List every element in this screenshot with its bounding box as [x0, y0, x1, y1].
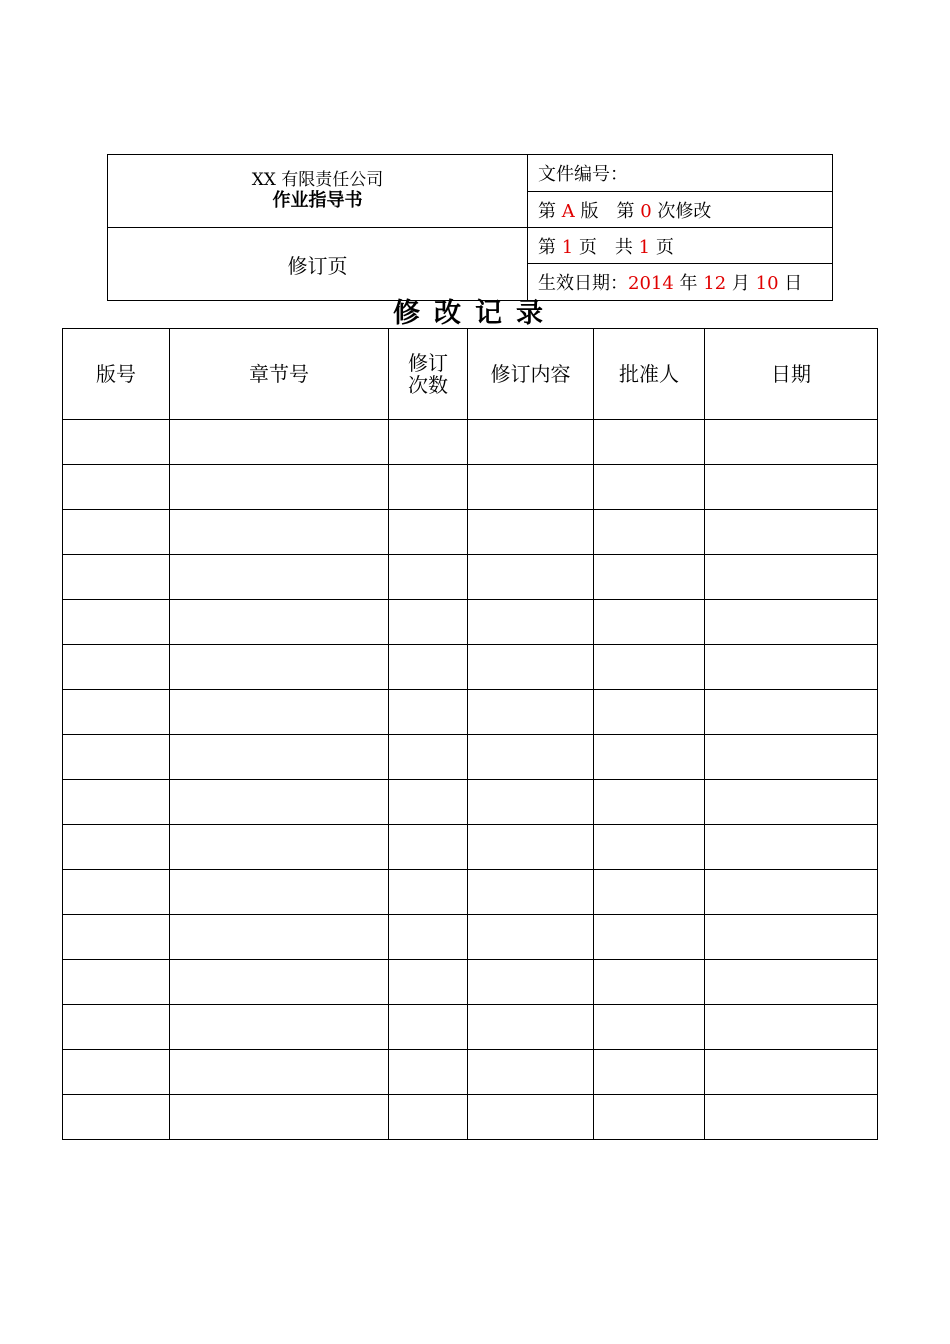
table-cell [594, 420, 705, 465]
revision-value: 0 [640, 200, 652, 222]
table-cell [170, 735, 389, 780]
table-cell [594, 555, 705, 600]
table-cell [63, 1050, 170, 1095]
table-cell [468, 555, 594, 600]
table-cell [468, 780, 594, 825]
table-cell [468, 690, 594, 735]
table-cell [170, 645, 389, 690]
table-cell [468, 960, 594, 1005]
table-cell [705, 645, 878, 690]
table-cell [468, 465, 594, 510]
table-cell [594, 1095, 705, 1140]
table-row [63, 1005, 878, 1050]
table-cell [705, 870, 878, 915]
table-row [63, 645, 878, 690]
table-cell [170, 960, 389, 1005]
column-header-approver: 批准人 [594, 329, 705, 420]
table-cell [389, 825, 468, 870]
table-cell [170, 780, 389, 825]
table-cell [170, 870, 389, 915]
table-cell [389, 1050, 468, 1095]
table-cell [389, 915, 468, 960]
table-cell [63, 600, 170, 645]
table-cell [170, 510, 389, 555]
column-header-date: 日期 [705, 329, 878, 420]
column-header-content: 修订内容 [468, 329, 594, 420]
table-row [63, 465, 878, 510]
table-cell [594, 600, 705, 645]
table-row [63, 510, 878, 555]
table-cell [705, 690, 878, 735]
table-cell [63, 1005, 170, 1050]
table-row [63, 960, 878, 1005]
table-cell [705, 915, 878, 960]
table-cell [170, 690, 389, 735]
version-cell: 第 A 版 第 0 次修改 [528, 192, 833, 228]
table-cell [468, 645, 594, 690]
table-cell [468, 420, 594, 465]
table-cell [468, 510, 594, 555]
table-cell [63, 825, 170, 870]
file-number-cell [528, 155, 833, 192]
table-cell [705, 735, 878, 780]
table-cell [468, 1095, 594, 1140]
table-cell [594, 870, 705, 915]
table-cell [468, 915, 594, 960]
file-number-label: 文件编号： [538, 164, 628, 185]
table-row [63, 1050, 878, 1095]
page-type-cell [108, 228, 528, 301]
table-cell [705, 1095, 878, 1140]
table-cell [389, 510, 468, 555]
table-cell [170, 465, 389, 510]
table-row [63, 915, 878, 960]
table-cell [468, 1050, 594, 1095]
table-row [63, 1095, 878, 1140]
table-cell [594, 1005, 705, 1050]
table-cell [705, 420, 878, 465]
table-cell [170, 420, 389, 465]
table-cell [705, 1050, 878, 1095]
company-cell [108, 155, 528, 228]
table-row [63, 825, 878, 870]
table-cell [705, 960, 878, 1005]
table-row [63, 690, 878, 735]
table-cell [389, 780, 468, 825]
table-cell [170, 915, 389, 960]
document-header [107, 154, 833, 301]
table-row [63, 555, 878, 600]
table-cell [63, 960, 170, 1005]
table-row [63, 735, 878, 780]
table-cell [170, 600, 389, 645]
table-cell [63, 870, 170, 915]
table-row [63, 870, 878, 915]
table-cell [594, 735, 705, 780]
table-cell [389, 645, 468, 690]
table-cell [594, 960, 705, 1005]
table-cell [594, 780, 705, 825]
table-cell [594, 465, 705, 510]
table-cell [63, 735, 170, 780]
table-cell [389, 735, 468, 780]
table-cell [389, 1005, 468, 1050]
table-cell [705, 555, 878, 600]
page-type: 修订页 [287, 253, 348, 278]
revision-record-title: 修改记录 [393, 298, 557, 329]
table-cell [63, 465, 170, 510]
page-count-cell: 第 1 页 共 1 页 [528, 228, 833, 264]
table-row [63, 780, 878, 825]
table-cell [63, 780, 170, 825]
column-header-version: 版号 [63, 329, 170, 420]
table-cell [389, 465, 468, 510]
table-cell [389, 690, 468, 735]
table-cell [468, 735, 594, 780]
table-cell [705, 1005, 878, 1050]
table-cell [63, 690, 170, 735]
table-cell [63, 1095, 170, 1140]
table-cell [705, 600, 878, 645]
effective-year: 2014 [628, 273, 674, 294]
effective-date-cell: 生效日期：2014 年 12 月 10 日 [528, 264, 833, 301]
table-cell [594, 915, 705, 960]
table-cell [389, 960, 468, 1005]
table-cell [468, 825, 594, 870]
table-cell [705, 780, 878, 825]
revision-record-table [62, 328, 878, 1140]
table-cell [594, 825, 705, 870]
table-cell [468, 870, 594, 915]
effective-month: 12 [703, 273, 727, 294]
table-cell [705, 510, 878, 555]
table-cell [389, 1095, 468, 1140]
table-cell [63, 510, 170, 555]
table-cell [594, 690, 705, 735]
table-cell [63, 420, 170, 465]
table-cell [705, 465, 878, 510]
table-cell [170, 555, 389, 600]
table-cell [594, 645, 705, 690]
document-title: 作业指导书 [272, 190, 363, 211]
table-cell [170, 1005, 389, 1050]
table-cell [594, 510, 705, 555]
current-page: 1 [561, 236, 574, 258]
revision-record-body [63, 420, 878, 1140]
table-cell [389, 870, 468, 915]
table-cell [468, 1005, 594, 1050]
total-pages: 1 [638, 236, 651, 258]
table-cell [594, 1050, 705, 1095]
table-cell [389, 555, 468, 600]
table-cell [170, 1095, 389, 1140]
table-cell [705, 825, 878, 870]
table-cell [468, 600, 594, 645]
table-cell [170, 825, 389, 870]
table-row [63, 420, 878, 465]
table-cell [389, 600, 468, 645]
company-name: XX 有限责任公司 [251, 170, 384, 190]
column-header-revision-count: 修订 次数 [389, 329, 468, 420]
effective-day: 10 [755, 273, 779, 294]
table-cell [170, 1050, 389, 1095]
version-value: A [561, 200, 575, 222]
table-row [63, 600, 878, 645]
table-cell [63, 915, 170, 960]
table-cell [63, 645, 170, 690]
table-cell [389, 420, 468, 465]
column-header-chapter: 章节号 [170, 329, 389, 420]
table-cell [63, 555, 170, 600]
